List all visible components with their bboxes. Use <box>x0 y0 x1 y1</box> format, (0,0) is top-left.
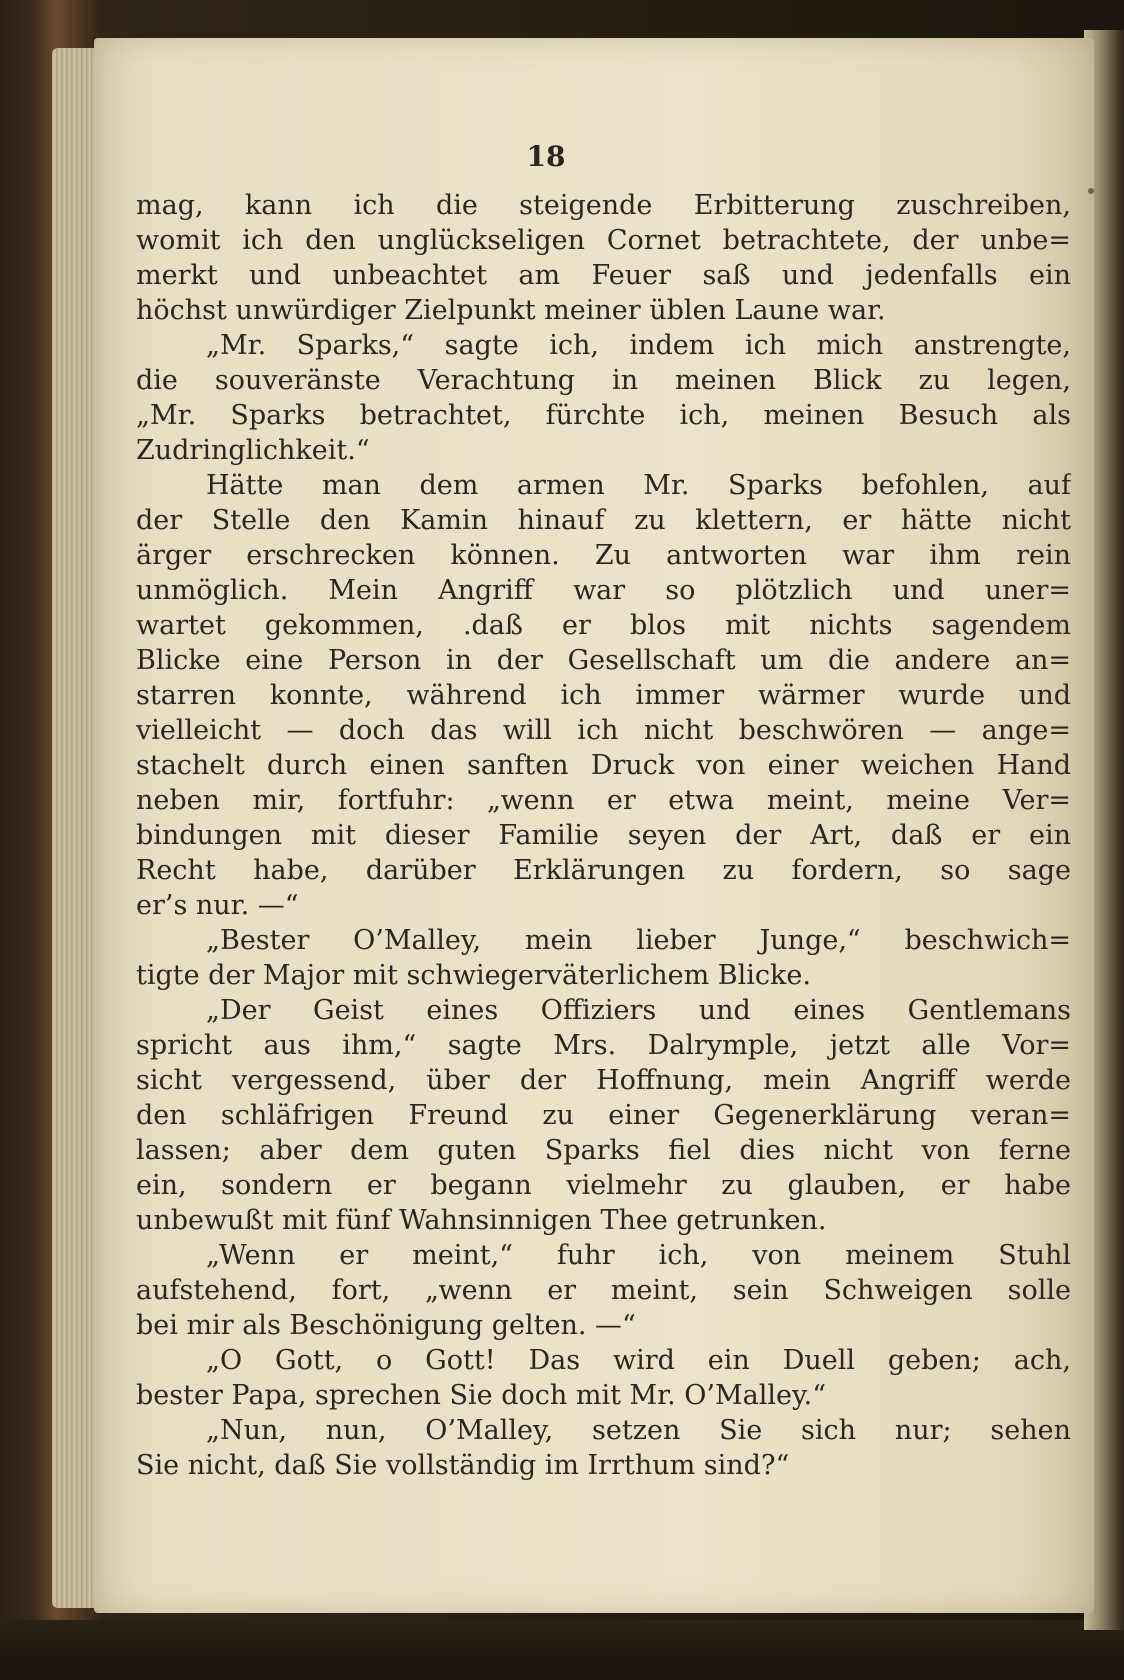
text-line: bei mir als Beschönigung gelten. —“ <box>136 1310 636 1341</box>
text-line: Hätte man dem armen Mr. Sparks befohlen, auf <box>206 470 1071 501</box>
text-line: unmöglich. Mein Angriff war so plötzlich und uner= <box>136 575 1071 606</box>
text-line: unbewußt mit fünf Wahnsinnigen Thee getrunken. <box>136 1205 827 1236</box>
text-line: womit ich den unglückseligen Cornet betrachtete, der unbe= <box>136 225 1071 256</box>
text-line: Zudringlichkeit.“ <box>136 435 370 466</box>
text-line: ärger erschrecken können. Zu antworten war ihm rein <box>136 540 1071 571</box>
page-number: 18 <box>526 140 566 173</box>
text-line: den schläfrigen Freund zu einer Gegenerklärung veran= <box>136 1100 1071 1131</box>
text-line: bester Papa, sprechen Sie doch mit Mr. O’Malley.“ <box>136 1380 827 1411</box>
text-line: stachelt durch einen sanften Druck von einer weichen Hand <box>136 750 1071 781</box>
text-line: mag, kann ich die steigende Erbitterung zuschreiben, <box>136 190 1071 221</box>
text-line: „O Gott, o Gott! Das wird ein Duell geben; ach, <box>206 1345 1071 1376</box>
text-line: starren konnte, während ich immer wärmer wurde und <box>136 680 1071 711</box>
text-line: spricht aus ihm,“ sagte Mrs. Dalrymple, jetzt alle Vor= <box>136 1030 1071 1061</box>
text-line: tigte der Major mit schwiegerväterlichem Blicke. <box>136 960 811 991</box>
text-line: Recht habe, darüber Erklärungen zu fordern, so sage <box>136 855 1071 886</box>
ink-speck <box>1088 188 1094 194</box>
text-line: „Der Geist eines Offiziers und eines Gentlemans <box>206 995 1071 1026</box>
text-line: „Mr. Sparks betrachtet, fürchte ich, meinen Besuch als <box>136 400 1071 431</box>
text-line: wartet gekommen, .daß er blos mit nichts sagendem <box>136 610 1071 641</box>
text-line: der Stelle den Kamin hinauf zu klettern, er hätte nicht <box>136 505 1071 536</box>
text-line: aufstehend, fort, „wenn er meint, sein Schweigen solle <box>136 1275 1071 1306</box>
text-line: Blicke eine Person in der Gesellschaft um die andere an= <box>136 645 1071 676</box>
text-line: merkt und unbeachtet am Feuer saß und jedenfalls ein <box>136 260 1071 291</box>
text-line: Sie nicht, daß Sie vollständig im Irrthum sind?“ <box>136 1450 790 1481</box>
text-line: „Nun, nun, O’Malley, setzen Sie sich nur; sehen <box>206 1415 1071 1446</box>
text-line: höchst unwürdiger Zielpunkt meiner üblen Laune war. <box>136 295 886 326</box>
text-line: neben mir, fortfuhr: „wenn er etwa meint, meine Ver= <box>136 785 1071 816</box>
text-line: sicht vergessend, über der Hoffnung, mein Angriff werde <box>136 1065 1071 1096</box>
text-line: „Bester O’Malley, mein lieber Junge,“ beschwich= <box>206 925 1071 956</box>
text-line: ein, sondern er begann vielmehr zu glauben, er habe <box>136 1170 1071 1201</box>
book-cover-bottom <box>0 1620 1124 1680</box>
text-line: „Mr. Sparks,“ sagte ich, indem ich mich anstrengte, <box>206 330 1071 361</box>
text-line: lassen; aber dem guten Sparks fiel dies nicht von ferne <box>136 1135 1071 1166</box>
text-line: „Wenn er meint,“ fuhr ich, von meinem Stuhl <box>206 1240 1071 1271</box>
page-text <box>136 188 1071 1483</box>
text-line: bindungen mit dieser Familie seyen der Art, daß er ein <box>136 820 1071 851</box>
text-line: die souveränste Verachtung in meinen Blick zu legen, <box>136 365 1071 396</box>
text-line: er’s nur. —“ <box>136 890 299 921</box>
text-line: vielleicht — doch das will ich nicht beschwören — ange= <box>136 715 1071 746</box>
